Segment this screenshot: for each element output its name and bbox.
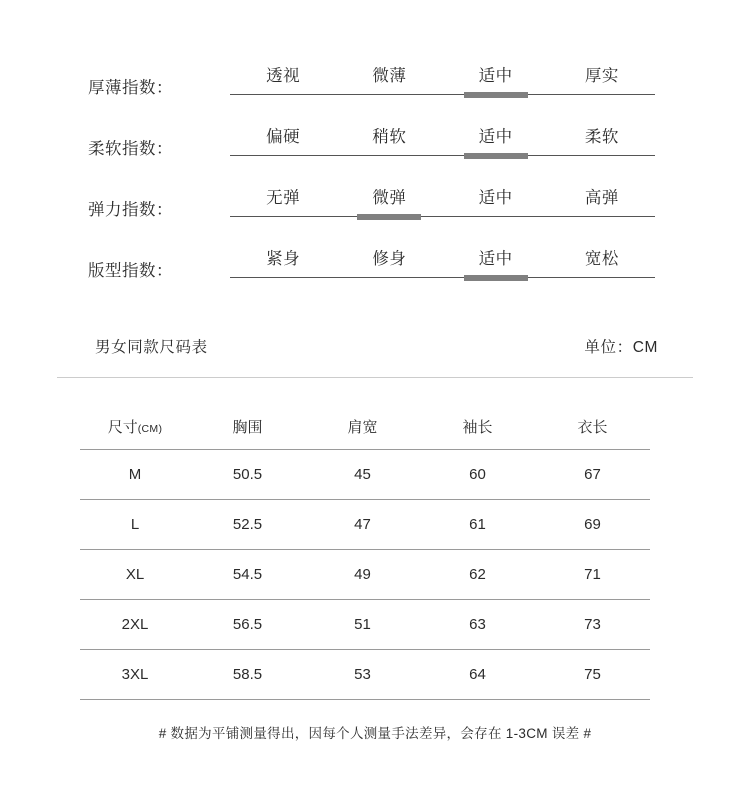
index-selected-marker (464, 275, 528, 281)
index-option[interactable]: 适中 (478, 189, 513, 207)
column-header-length: 衣长 (535, 404, 650, 450)
size-table-header (80, 404, 650, 450)
cell-size: M (80, 450, 190, 500)
column-header-size (80, 404, 190, 450)
cell-size: 3XL (80, 650, 190, 700)
measurement-disclaimer: # 数据为平铺测量得出，因每个人测量手法差异，会存在 1-3CM 误差 # (158, 726, 592, 741)
table-row (80, 600, 650, 650)
index-option[interactable]: 透视 (266, 67, 301, 85)
index-option[interactable]: 无弹 (266, 189, 301, 207)
column-header-bust: 胸围 (190, 404, 305, 450)
index-row-label: 柔软指数： (88, 140, 173, 158)
column-header-sleeve: 袖长 (420, 404, 535, 450)
table-row (80, 650, 650, 700)
index-scale-track (230, 62, 655, 106)
index-option[interactable]: 修身 (372, 250, 407, 268)
index-scale-line (230, 216, 655, 217)
cell-bust: 52.5 (190, 500, 305, 550)
index-scale-track (230, 245, 655, 289)
index-options-list (230, 184, 655, 218)
cell-shoulder: 51 (305, 600, 420, 650)
index-row-label: 版型指数： (88, 262, 173, 280)
cell-shoulder: 53 (305, 650, 420, 700)
index-options-list (230, 245, 655, 279)
table-row (80, 500, 650, 550)
cell-length: 75 (535, 650, 650, 700)
index-option[interactable]: 紧身 (266, 250, 301, 268)
index-scale-track (230, 184, 655, 228)
index-row-fit (0, 245, 750, 306)
size-table-body (80, 450, 650, 700)
cell-shoulder: 47 (305, 500, 420, 550)
cell-sleeve: 60 (420, 450, 535, 500)
index-scale-line (230, 94, 655, 95)
index-option[interactable]: 稍软 (372, 128, 407, 146)
cell-shoulder: 45 (305, 450, 420, 500)
cell-shoulder: 49 (305, 550, 420, 600)
cell-sleeve: 64 (420, 650, 535, 700)
index-option[interactable]: 柔软 (584, 128, 619, 146)
index-option[interactable]: 适中 (478, 250, 513, 268)
index-selected-marker (357, 214, 421, 220)
index-row-thickness (0, 62, 750, 123)
index-scale-line (230, 277, 655, 278)
index-option[interactable]: 适中 (478, 67, 513, 85)
index-row-softness (0, 123, 750, 184)
index-selected-marker (464, 153, 528, 159)
fabric-index-section (0, 62, 750, 306)
index-option[interactable]: 厚实 (584, 67, 619, 85)
cell-sleeve: 61 (420, 500, 535, 550)
index-row-label: 厚薄指数： (88, 79, 173, 97)
table-header-row (80, 404, 650, 450)
cell-sleeve: 63 (420, 600, 535, 650)
size-chart-title: 男女同款尺码表 (95, 339, 208, 356)
column-header-shoulder: 肩宽 (305, 404, 420, 450)
size-table (80, 404, 650, 700)
cell-bust: 56.5 (190, 600, 305, 650)
column-header-unit: (CM) (137, 423, 163, 435)
cell-size: 2XL (80, 600, 190, 650)
index-options-list (230, 123, 655, 157)
caption-divider (57, 377, 693, 378)
index-option[interactable]: 宽松 (584, 250, 619, 268)
column-header-label: 尺寸 (107, 419, 138, 436)
cell-length: 71 (535, 550, 650, 600)
table-row (80, 550, 650, 600)
cell-size: XL (80, 550, 190, 600)
table-row (80, 450, 650, 500)
index-scale-line (230, 155, 655, 156)
index-scale-track (230, 123, 655, 167)
index-selected-marker (464, 92, 528, 98)
index-row-label: 弹力指数： (88, 201, 173, 219)
index-row-elasticity (0, 184, 750, 245)
index-option[interactable]: 高弹 (584, 189, 619, 207)
cell-bust: 58.5 (190, 650, 305, 700)
cell-length: 73 (535, 600, 650, 650)
cell-bust: 50.5 (190, 450, 305, 500)
cell-size: L (80, 500, 190, 550)
cell-length: 69 (535, 500, 650, 550)
index-option[interactable]: 微薄 (372, 67, 407, 85)
size-chart-unit-note: 单位：CM (584, 339, 658, 356)
index-option[interactable]: 偏硬 (266, 128, 301, 146)
index-option[interactable]: 适中 (478, 128, 513, 146)
cell-sleeve: 62 (420, 550, 535, 600)
cell-bust: 54.5 (190, 550, 305, 600)
index-options-list (230, 62, 655, 96)
size-chart-caption (0, 335, 750, 375)
index-option[interactable]: 微弹 (372, 189, 407, 207)
cell-length: 67 (535, 450, 650, 500)
